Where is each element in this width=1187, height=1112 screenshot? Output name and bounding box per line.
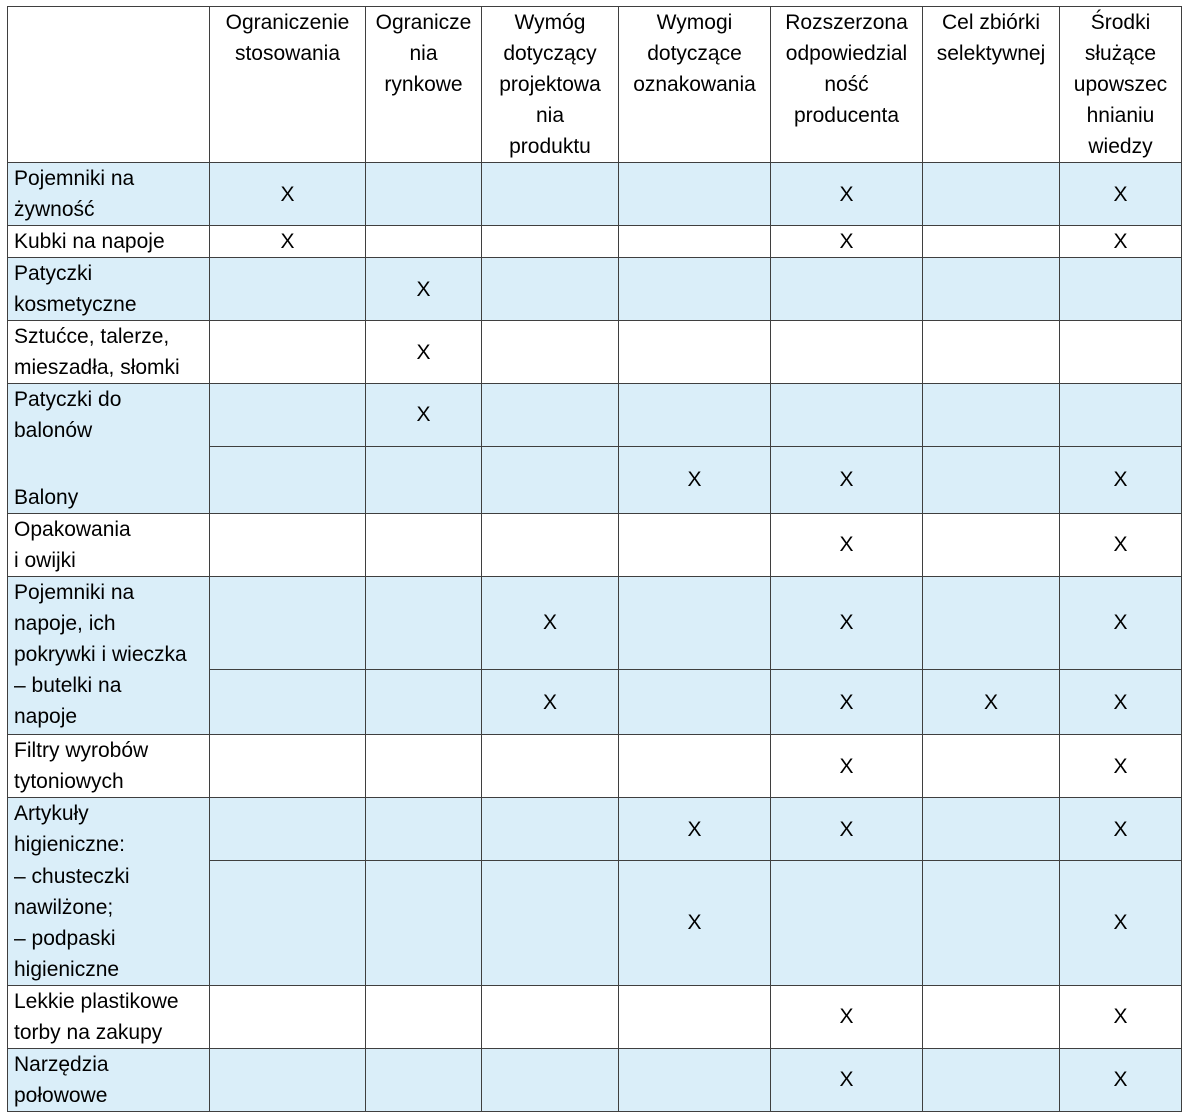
mark-cell-wymogi-dotyczace-oznakowania: X bbox=[619, 446, 771, 513]
mark-cell-srodki-sluzace-upowszechnianiu-wiedzy: X bbox=[1060, 226, 1182, 258]
mark-cell-rozszerzona-odpowiedzialnosc-producenta: X bbox=[771, 798, 923, 861]
table-row bbox=[8, 384, 1182, 447]
mark-cell-srodki-sluzace-upowszechnianiu-wiedzy: X bbox=[1060, 798, 1182, 861]
mark-cell-wymog-dotyczacy-projektowania-produktu bbox=[482, 258, 619, 321]
mark-cell-wymog-dotyczacy-projektowania-produktu bbox=[482, 861, 619, 986]
row-label: Pojemniki na napoje, ich pokrywki i wieczka bbox=[8, 576, 210, 670]
table-row bbox=[8, 670, 1182, 735]
mark-cell-ograniczenie-stosowania bbox=[210, 384, 366, 447]
mark-cell-ograniczenie-stosowania bbox=[210, 861, 366, 986]
mark-cell-wymogi-dotyczace-oznakowania bbox=[619, 576, 771, 670]
mark-cell-wymog-dotyczacy-projektowania-produktu bbox=[482, 384, 619, 447]
mark-cell-cel-zbiorki-selektywnej bbox=[923, 446, 1060, 513]
regulatory-measures-table bbox=[7, 6, 1182, 1112]
mark-cell-ograniczenia-rynkowe bbox=[366, 735, 482, 798]
table-row bbox=[8, 861, 1182, 986]
mark-cell-ograniczenie-stosowania: X bbox=[210, 226, 366, 258]
row-label: – chusteczki nawilżone; – podpaski higieniczne bbox=[8, 861, 210, 986]
row-label: Artykuły higieniczne: bbox=[8, 798, 210, 861]
mark-cell-rozszerzona-odpowiedzialnosc-producenta: X bbox=[771, 670, 923, 735]
mark-cell-ograniczenia-rynkowe: X bbox=[366, 384, 482, 447]
mark-cell-ograniczenia-rynkowe bbox=[366, 446, 482, 513]
mark-cell-wymogi-dotyczace-oznakowania: X bbox=[619, 861, 771, 986]
mark-cell-ograniczenia-rynkowe bbox=[366, 861, 482, 986]
mark-cell-wymog-dotyczacy-projektowania-produktu bbox=[482, 163, 619, 226]
column-header-rozszerzona-odpowiedzialnosc-producenta: Rozszerzona odpowiedzial ność producenta bbox=[771, 7, 923, 163]
mark-cell-srodki-sluzace-upowszechnianiu-wiedzy: X bbox=[1060, 1048, 1182, 1111]
mark-cell-wymogi-dotyczace-oznakowania bbox=[619, 735, 771, 798]
mark-cell-cel-zbiorki-selektywnej bbox=[923, 861, 1060, 986]
header-row bbox=[8, 7, 1182, 163]
mark-cell-wymogi-dotyczace-oznakowania bbox=[619, 384, 771, 447]
mark-cell-srodki-sluzace-upowszechnianiu-wiedzy: X bbox=[1060, 163, 1182, 226]
mark-cell-ograniczenie-stosowania bbox=[210, 321, 366, 384]
mark-cell-ograniczenia-rynkowe bbox=[366, 670, 482, 735]
mark-cell-rozszerzona-odpowiedzialnosc-producenta: X bbox=[771, 735, 923, 798]
mark-cell-cel-zbiorki-selektywnej bbox=[923, 384, 1060, 447]
mark-cell-wymogi-dotyczace-oznakowania bbox=[619, 226, 771, 258]
mark-cell-srodki-sluzace-upowszechnianiu-wiedzy: X bbox=[1060, 861, 1182, 986]
mark-cell-cel-zbiorki-selektywnej bbox=[923, 321, 1060, 384]
mark-cell-wymogi-dotyczace-oznakowania bbox=[619, 985, 771, 1048]
row-label: Kubki na napoje bbox=[8, 226, 210, 258]
mark-cell-cel-zbiorki-selektywnej bbox=[923, 985, 1060, 1048]
mark-cell-ograniczenie-stosowania bbox=[210, 258, 366, 321]
mark-cell-wymogi-dotyczace-oznakowania bbox=[619, 321, 771, 384]
mark-cell-srodki-sluzace-upowszechnianiu-wiedzy: X bbox=[1060, 513, 1182, 576]
mark-cell-ograniczenie-stosowania bbox=[210, 985, 366, 1048]
mark-cell-srodki-sluzace-upowszechnianiu-wiedzy bbox=[1060, 321, 1182, 384]
mark-cell-rozszerzona-odpowiedzialnosc-producenta: X bbox=[771, 226, 923, 258]
mark-cell-ograniczenia-rynkowe: X bbox=[366, 258, 482, 321]
mark-cell-ograniczenia-rynkowe bbox=[366, 163, 482, 226]
mark-cell-ograniczenie-stosowania bbox=[210, 576, 366, 670]
mark-cell-ograniczenie-stosowania bbox=[210, 513, 366, 576]
mark-cell-cel-zbiorki-selektywnej bbox=[923, 798, 1060, 861]
mark-cell-rozszerzona-odpowiedzialnosc-producenta: X bbox=[771, 985, 923, 1048]
row-label: Sztućce, talerze, mieszadła, słomki bbox=[8, 321, 210, 384]
row-label: Patyczki kosmetyczne bbox=[8, 258, 210, 321]
mark-cell-srodki-sluzace-upowszechnianiu-wiedzy: X bbox=[1060, 446, 1182, 513]
mark-cell-rozszerzona-odpowiedzialnosc-producenta: X bbox=[771, 163, 923, 226]
mark-cell-ograniczenie-stosowania bbox=[210, 798, 366, 861]
column-header-wymog-dotyczacy-projektowania-produktu: Wymóg dotyczący projektowa nia produktu bbox=[482, 7, 619, 163]
mark-cell-cel-zbiorki-selektywnej bbox=[923, 163, 1060, 226]
mark-cell-ograniczenie-stosowania bbox=[210, 446, 366, 513]
mark-cell-wymog-dotyczacy-projektowania-produktu bbox=[482, 446, 619, 513]
mark-cell-rozszerzona-odpowiedzialnosc-producenta bbox=[771, 258, 923, 321]
mark-cell-cel-zbiorki-selektywnej bbox=[923, 1048, 1060, 1111]
column-header-ograniczenie-stosowania: Ograniczenie stosowania bbox=[210, 7, 366, 163]
table-row bbox=[8, 226, 1182, 258]
row-label: Lekkie plastikowe torby na zakupy bbox=[8, 985, 210, 1048]
mark-cell-wymog-dotyczacy-projektowania-produktu bbox=[482, 321, 619, 384]
mark-cell-srodki-sluzace-upowszechnianiu-wiedzy: X bbox=[1060, 576, 1182, 670]
mark-cell-cel-zbiorki-selektywnej bbox=[923, 576, 1060, 670]
mark-cell-srodki-sluzace-upowszechnianiu-wiedzy bbox=[1060, 384, 1182, 447]
column-header-srodki-sluzace-upowszechnianiu-wiedzy: Środki służące upowszec hnianiu wiedzy bbox=[1060, 7, 1182, 163]
mark-cell-ograniczenia-rynkowe: X bbox=[366, 321, 482, 384]
mark-cell-ograniczenie-stosowania: X bbox=[210, 163, 366, 226]
mark-cell-srodki-sluzace-upowszechnianiu-wiedzy bbox=[1060, 258, 1182, 321]
mark-cell-wymog-dotyczacy-projektowania-produktu bbox=[482, 985, 619, 1048]
mark-cell-wymog-dotyczacy-projektowania-produktu bbox=[482, 226, 619, 258]
mark-cell-srodki-sluzace-upowszechnianiu-wiedzy: X bbox=[1060, 985, 1182, 1048]
mark-cell-wymog-dotyczacy-projektowania-produktu: X bbox=[482, 576, 619, 670]
mark-cell-ograniczenie-stosowania bbox=[210, 670, 366, 735]
mark-cell-wymogi-dotyczace-oznakowania: X bbox=[619, 798, 771, 861]
mark-cell-rozszerzona-odpowiedzialnosc-producenta: X bbox=[771, 1048, 923, 1111]
mark-cell-cel-zbiorki-selektywnej bbox=[923, 226, 1060, 258]
column-header-cel-zbiorki-selektywnej: Cel zbiórki selektywnej bbox=[923, 7, 1060, 163]
table-row bbox=[8, 446, 1182, 513]
mark-cell-ograniczenia-rynkowe bbox=[366, 226, 482, 258]
mark-cell-wymogi-dotyczace-oznakowania bbox=[619, 1048, 771, 1111]
mark-cell-wymog-dotyczacy-projektowania-produktu bbox=[482, 735, 619, 798]
table-row bbox=[8, 798, 1182, 861]
row-label: Narzędzia połowowe bbox=[8, 1048, 210, 1111]
table-row bbox=[8, 1048, 1182, 1111]
mark-cell-wymog-dotyczacy-projektowania-produktu bbox=[482, 513, 619, 576]
table-row bbox=[8, 321, 1182, 384]
table-row bbox=[8, 163, 1182, 226]
mark-cell-wymogi-dotyczace-oznakowania bbox=[619, 258, 771, 321]
row-label: Balony bbox=[8, 446, 210, 513]
mark-cell-wymog-dotyczacy-projektowania-produktu bbox=[482, 798, 619, 861]
mark-cell-srodki-sluzace-upowszechnianiu-wiedzy: X bbox=[1060, 735, 1182, 798]
mark-cell-wymogi-dotyczace-oznakowania bbox=[619, 163, 771, 226]
column-header-wymogi-dotyczace-oznakowania: Wymogi dotyczące oznakowania bbox=[619, 7, 771, 163]
row-label: Pojemniki na żywność bbox=[8, 163, 210, 226]
row-label: Filtry wyrobów tytoniowych bbox=[8, 735, 210, 798]
mark-cell-rozszerzona-odpowiedzialnosc-producenta bbox=[771, 861, 923, 986]
row-label: Opakowania i owijki bbox=[8, 513, 210, 576]
mark-cell-rozszerzona-odpowiedzialnosc-producenta bbox=[771, 321, 923, 384]
mark-cell-cel-zbiorki-selektywnej bbox=[923, 735, 1060, 798]
column-header-ograniczenia-rynkowe: Ogranicze nia rynkowe bbox=[366, 7, 482, 163]
corner-cell bbox=[8, 7, 210, 163]
mark-cell-srodki-sluzace-upowszechnianiu-wiedzy: X bbox=[1060, 670, 1182, 735]
mark-cell-rozszerzona-odpowiedzialnosc-producenta bbox=[771, 384, 923, 447]
row-label: Patyczki do balonów bbox=[8, 384, 210, 447]
mark-cell-ograniczenia-rynkowe bbox=[366, 985, 482, 1048]
mark-cell-wymog-dotyczacy-projektowania-produktu bbox=[482, 1048, 619, 1111]
mark-cell-wymogi-dotyczace-oznakowania bbox=[619, 670, 771, 735]
mark-cell-ograniczenie-stosowania bbox=[210, 1048, 366, 1111]
mark-cell-ograniczenie-stosowania bbox=[210, 735, 366, 798]
mark-cell-cel-zbiorki-selektywnej: X bbox=[923, 670, 1060, 735]
mark-cell-rozszerzona-odpowiedzialnosc-producenta: X bbox=[771, 446, 923, 513]
table-row bbox=[8, 513, 1182, 576]
mark-cell-ograniczenia-rynkowe bbox=[366, 576, 482, 670]
mark-cell-ograniczenia-rynkowe bbox=[366, 1048, 482, 1111]
mark-cell-cel-zbiorki-selektywnej bbox=[923, 258, 1060, 321]
mark-cell-wymogi-dotyczace-oznakowania bbox=[619, 513, 771, 576]
mark-cell-rozszerzona-odpowiedzialnosc-producenta: X bbox=[771, 513, 923, 576]
mark-cell-ograniczenia-rynkowe bbox=[366, 513, 482, 576]
table-row bbox=[8, 258, 1182, 321]
table-row bbox=[8, 985, 1182, 1048]
mark-cell-wymog-dotyczacy-projektowania-produktu: X bbox=[482, 670, 619, 735]
row-label: – butelki na napoje bbox=[8, 670, 210, 735]
mark-cell-cel-zbiorki-selektywnej bbox=[923, 513, 1060, 576]
table-row bbox=[8, 735, 1182, 798]
mark-cell-ograniczenia-rynkowe bbox=[366, 798, 482, 861]
mark-cell-rozszerzona-odpowiedzialnosc-producenta: X bbox=[771, 576, 923, 670]
table-row bbox=[8, 576, 1182, 670]
